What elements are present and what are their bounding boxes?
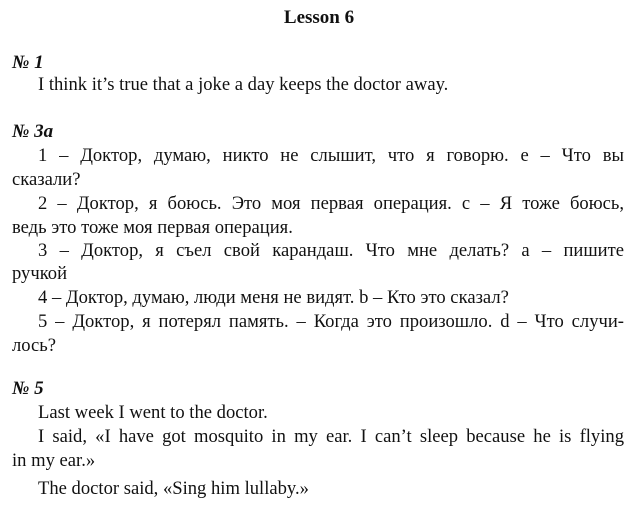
page-title: Lesson 6	[283, 7, 355, 28]
section-5-heading: № 5	[12, 378, 44, 399]
section-3a-line-3: 2 – Доктор, я боюсь. Это моя первая операция. с – Я тоже боюсь,	[38, 193, 624, 214]
section-3a-line-8: 5 – Доктор, я потерял память. – Когда это произошло. d – Что случи-	[38, 311, 624, 332]
section-3a-line-9: лось?	[12, 335, 57, 356]
section-5-line-4: The doctor said, «Sing him lullaby.»	[38, 478, 309, 499]
section-1-line-1: I think it’s true that a joke a day keeps the doctor away.	[38, 74, 449, 95]
section-1-heading: № 1	[12, 52, 44, 73]
section-5-line-2: I said, «I have got mosquito in my ear. I can’t sleep because he is flying	[38, 426, 624, 447]
section-3a-line-6: ручкой	[12, 263, 68, 284]
section-3a-line-2: сказали?	[12, 169, 81, 190]
section-3a-line-4: ведь это тоже моя первая операция.	[12, 217, 293, 238]
section-5-line-3: in my ear.»	[12, 450, 96, 471]
section-5-line-1: Last week I went to the doctor.	[38, 402, 268, 423]
section-3a-line-1: 1 – Доктор, думаю, никто не слышит, что я говорю. е – Что вы	[38, 145, 624, 166]
section-3a-line-7: 4 – Доктор, думаю, люди меня не видят. b – Кто это сказал?	[38, 287, 509, 308]
section-3a-heading: № 3a	[12, 121, 54, 142]
section-3a-line-5: 3 – Доктор, я съел свой карандаш. Что мне делать? а – пишите	[38, 240, 624, 261]
